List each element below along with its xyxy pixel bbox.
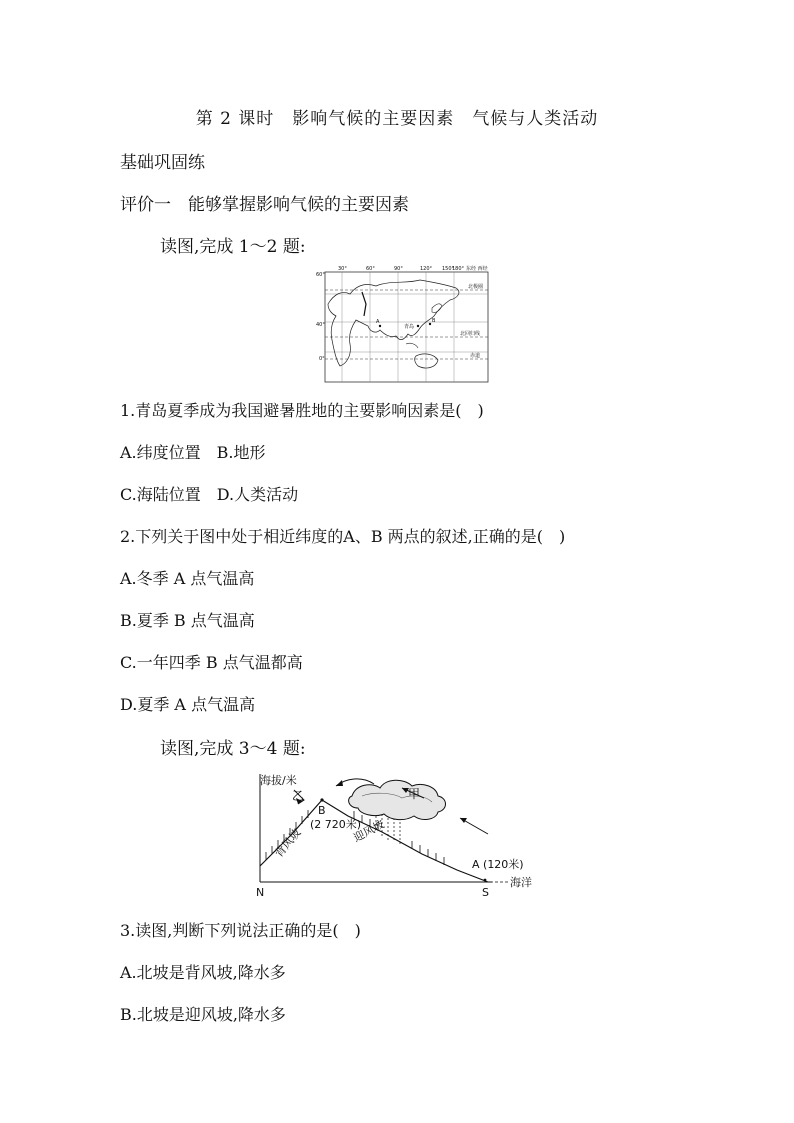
- label-b: B: [318, 804, 326, 817]
- subsection-heading: 评价一 能够掌握影响气候的主要因素: [120, 195, 409, 215]
- question-2-option-d: D.夏季 A 点气温高: [120, 695, 256, 714]
- question-3-stem: 3.读图,判断下列说法正确的是( ): [120, 921, 361, 940]
- label-a: A (120米): [472, 858, 524, 871]
- question-2-option-a: A.冬季 A 点气温高: [120, 569, 255, 588]
- map-point-b: B: [432, 318, 436, 324]
- map-line-label: 赤道: [470, 353, 481, 359]
- label-north: N: [256, 886, 265, 899]
- label-jia: 甲: [408, 787, 421, 801]
- question-3-option-b: B.北坡是迎风坡,降水多: [120, 1005, 286, 1024]
- page-title: 第 2 课时 影响气候的主要因素 气候与人类活动: [195, 109, 599, 129]
- map-lon-label: 60°: [366, 266, 375, 272]
- map-lat-label: 0°: [319, 356, 325, 362]
- label-south: S: [482, 886, 489, 899]
- map-point-a: A: [376, 319, 380, 325]
- map-lon-label: 150°: [442, 266, 455, 272]
- mountain-section-figure: [252, 770, 542, 898]
- map-point-qingdao: 青岛: [404, 324, 415, 330]
- map-lon-label: 120°: [420, 266, 433, 272]
- question-2-option-b: B.夏季 B 点气温高: [120, 611, 255, 630]
- label-leeward-slope: 背风坡: [272, 826, 304, 860]
- section-heading: 基础巩固练: [120, 153, 205, 173]
- label-yi: 乙: [292, 789, 305, 803]
- question-1-options-row-1: A.纬度位置 B.地形: [120, 443, 266, 462]
- map-lon-label: 90°: [394, 266, 403, 272]
- map-lon-note: 东经 西经: [466, 266, 488, 272]
- map-line-label: 北回归线: [460, 331, 481, 337]
- lead-text-1: 读图,完成 1～2 题:: [160, 237, 306, 257]
- lead-text-2: 读图,完成 3～4 题:: [160, 739, 306, 759]
- question-2-stem: 2.下列关于图中处于相近纬度的A、B 两点的叙述,正确的是( ): [120, 527, 566, 546]
- label-ocean: 海洋: [510, 876, 532, 889]
- y-axis-label: 海拔/米: [260, 774, 297, 787]
- label-windward-slope: 迎风坡: [351, 817, 387, 845]
- world-map-figure: [316, 264, 490, 384]
- question-1-options-row-2: C.海陆位置 D.人类活动: [120, 485, 299, 504]
- map-lon-label: 180°: [452, 266, 465, 272]
- map-lon-label: 30°: [338, 266, 347, 272]
- question-1-stem: 1.青岛夏季成为我国避暑胜地的主要影响因素是( ): [120, 401, 484, 420]
- map-lat-label: 40°: [316, 322, 325, 328]
- label-b-elevation: (2 720米): [310, 818, 362, 831]
- map-line-label: 北极圈: [468, 284, 484, 290]
- question-3-option-a: A.北坡是背风坡,降水多: [120, 963, 286, 982]
- map-lat-label: 60°: [316, 272, 325, 278]
- question-2-option-c: C.一年四季 B 点气温都高: [120, 653, 303, 672]
